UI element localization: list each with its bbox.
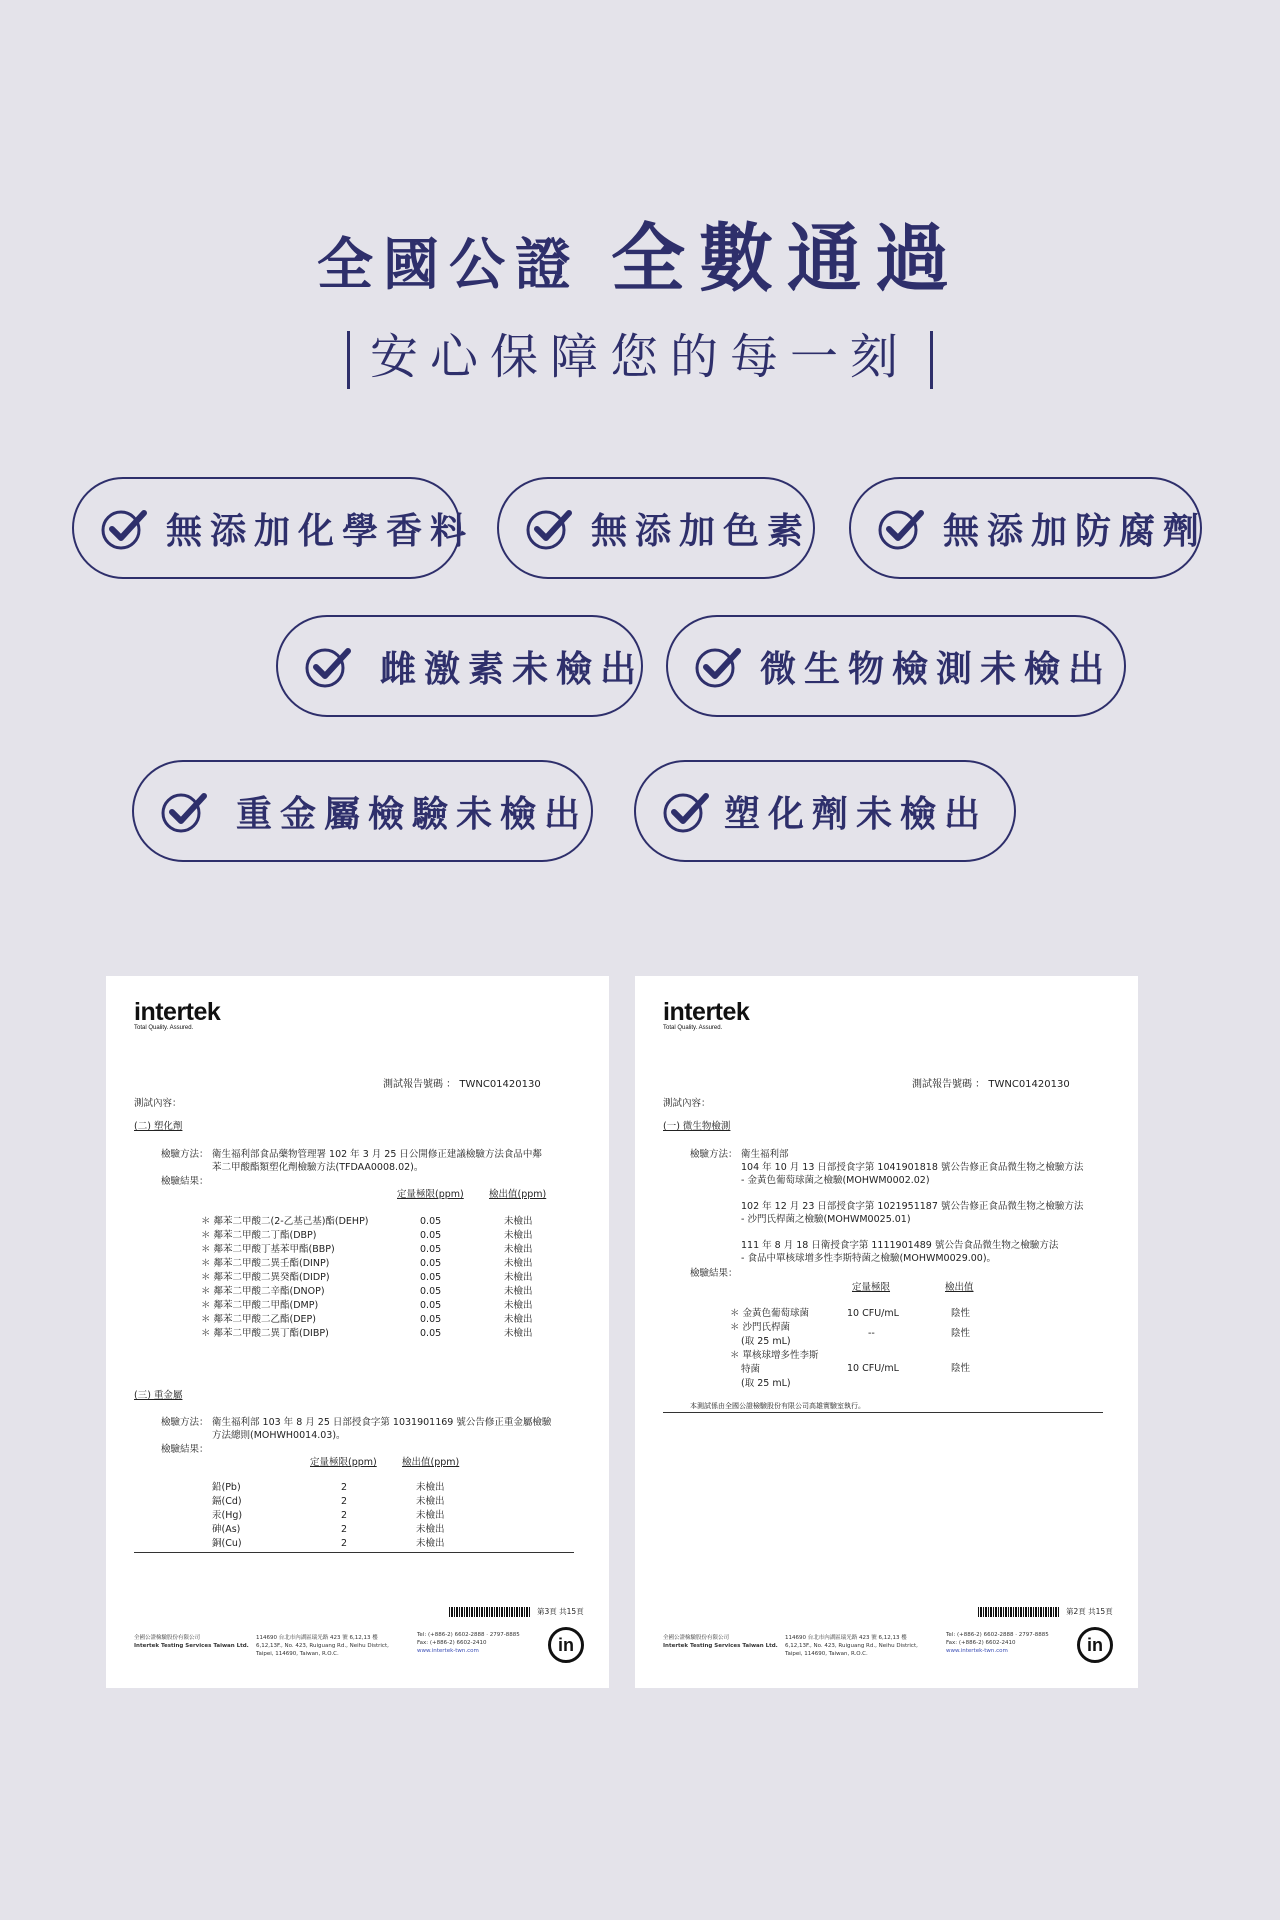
col-limit: 定量極限(ppm) bbox=[397, 1189, 464, 1200]
table-row-value: 未檢出 bbox=[416, 1496, 445, 1507]
intertek-logo bbox=[134, 998, 220, 1031]
badge-microbe bbox=[666, 615, 1126, 717]
page-number: 第3頁 共15頁 bbox=[537, 1607, 584, 1616]
method-text: - 沙門氏桿菌之檢驗(MOHWM0025.01) bbox=[741, 1214, 911, 1225]
table-row-name: 鎘(Cd) bbox=[212, 1496, 242, 1507]
footer-address: 114690 台北市內湖區瑞光路 423 號 6,12,13 樓 bbox=[785, 1635, 907, 1641]
method-text: 方法總則(MOHWH0014.03)。 bbox=[212, 1430, 346, 1441]
hero-title bbox=[0, 200, 1280, 306]
table-row-name: ＊ 鄰苯二甲酸二異壬酯(DINP) bbox=[201, 1258, 330, 1269]
badge-estrogen bbox=[276, 615, 643, 717]
check-icon bbox=[521, 501, 575, 555]
table-row-name: ＊ 鄰苯二甲酸丁基苯甲酯(BBP) bbox=[201, 1244, 335, 1255]
logo-word: intertek bbox=[663, 998, 750, 1026]
table-row-limit: 0.05 bbox=[420, 1300, 442, 1311]
footer-address: 114690 台北市內湖區瑞光路 423 號 6,12,13 樓 bbox=[256, 1635, 378, 1641]
table-row-limit: 2 bbox=[341, 1496, 348, 1507]
check-icon bbox=[156, 784, 210, 838]
result-label: 檢驗結果： bbox=[161, 1444, 209, 1455]
footer-website[interactable]: www.intertek-twn.com bbox=[417, 1648, 479, 1654]
table-row-limit: 2 bbox=[341, 1510, 348, 1521]
table-row-limit: 10 CFU/mL bbox=[847, 1308, 899, 1319]
badge-plasticizer bbox=[634, 760, 1016, 862]
badge-no-preservative bbox=[849, 477, 1208, 579]
method-text: - 食品中單核球增多性李斯特菌之檢驗(MOHWM0029.00)。 bbox=[741, 1253, 997, 1264]
table-row-value: 未檢出 bbox=[504, 1244, 533, 1255]
table-row-name: 銅(Cu) bbox=[212, 1538, 242, 1549]
table-row-limit: 0.05 bbox=[420, 1272, 442, 1283]
col-limit: 定量極限 bbox=[852, 1282, 891, 1293]
table-row-limit: 2 bbox=[341, 1482, 348, 1493]
method-text: 苯二甲酸酯類塑化劑檢驗方法(TFDAA0008.02)。 bbox=[212, 1162, 424, 1173]
footer-address: 6,12,13F., No. 423, Ruiguang Rd., Neihu District, bbox=[256, 1643, 389, 1649]
table-row-value: 未檢出 bbox=[416, 1482, 445, 1493]
footer-company-en: Intertek Testing Services Taiwan Ltd. bbox=[663, 1643, 778, 1649]
table-row-value: 未檢出 bbox=[504, 1272, 533, 1283]
barcode bbox=[978, 1607, 1060, 1617]
hero-title-part2: 全數通過 bbox=[611, 216, 963, 302]
table-row-limit: 0.05 bbox=[420, 1216, 442, 1227]
check-icon bbox=[96, 501, 150, 555]
badge-label: 雌激素未檢出 bbox=[380, 648, 645, 690]
table-row-value: 未檢出 bbox=[504, 1328, 533, 1339]
method-label: 檢驗方法： bbox=[161, 1149, 209, 1160]
badge-label: 無添加色素 bbox=[591, 510, 812, 552]
hero-subtitle bbox=[0, 318, 1280, 389]
table-row-name: ＊ 鄰苯二甲酸二乙酯(DEP) bbox=[201, 1314, 316, 1325]
table-row-value: 未檢出 bbox=[416, 1524, 445, 1535]
table-row-limit: -- bbox=[868, 1328, 875, 1339]
result-label: 檢驗結果： bbox=[161, 1176, 209, 1187]
badge-label: 無添加防腐劑 bbox=[943, 510, 1208, 552]
check-icon bbox=[300, 639, 354, 693]
hero-title-part1: 全國公證 bbox=[317, 233, 581, 298]
footer-company-cn: 全國公證檢驗股份有限公司 bbox=[134, 1635, 201, 1641]
intertek-logo bbox=[663, 998, 749, 1031]
footer-company-cn: 全國公證檢驗股份有限公司 bbox=[663, 1635, 730, 1641]
table-row-limit: 0.05 bbox=[420, 1230, 442, 1241]
table-row-limit: 0.05 bbox=[420, 1314, 442, 1325]
method-text: 衛生福利部食品藥物管理署 102 年 3 月 25 日公開修正建議檢驗方法食品中鄰 bbox=[212, 1149, 542, 1160]
col-limit: 定量極限(ppm) bbox=[310, 1457, 377, 1468]
badge-no-color bbox=[497, 477, 815, 579]
table-row-value: 陰性 bbox=[951, 1308, 971, 1319]
lab-note: 本測試係由全國公證檢驗股份有限公司高雄實驗室執行。 bbox=[690, 1402, 865, 1410]
content-label: 測試內容： bbox=[134, 1098, 182, 1109]
footer-fax: Fax: (+886-2) 6602-2410 bbox=[417, 1640, 487, 1646]
table-row-value: 未檢出 bbox=[504, 1216, 533, 1227]
table-row-limit: 2 bbox=[341, 1524, 348, 1535]
footer-address: Taipei, 114690, Taiwan, R.O.C. bbox=[256, 1651, 339, 1657]
footer-tel: Tel: (+886-2) 6602-2888 · 2797-8885 bbox=[417, 1632, 520, 1638]
badge-label: 無添加化學香料 bbox=[166, 510, 475, 552]
section-title: (三) 重金屬 bbox=[134, 1390, 183, 1401]
content-label: 測試內容： bbox=[663, 1098, 711, 1109]
table-row-name: 鉛(Pb) bbox=[212, 1482, 241, 1493]
method-text: 102 年 12 月 23 日部授食字第 1021951187 號公告修正食品微生物之檢驗方法 bbox=[741, 1201, 1084, 1212]
footer-company-en: Intertek Testing Services Taiwan Ltd. bbox=[134, 1643, 249, 1649]
footer-address: Taipei, 114690, Taiwan, R.O.C. bbox=[785, 1651, 868, 1657]
footer-website[interactable]: www.intertek-twn.com bbox=[946, 1648, 1008, 1654]
table-row-limit: 2 bbox=[341, 1538, 348, 1549]
table-row-value: 陰性 bbox=[951, 1363, 971, 1374]
table-row-value: 未檢出 bbox=[504, 1314, 533, 1325]
table-row-value: 未檢出 bbox=[416, 1538, 445, 1549]
table-row-limit: 10 CFU/mL bbox=[847, 1363, 899, 1374]
report-number: 測試報告號碼 ： TWNC01420130 bbox=[383, 1079, 541, 1090]
badge-label: 重金屬檢驗未檢出 bbox=[236, 793, 589, 835]
check-icon bbox=[873, 501, 927, 555]
table-row-name: ＊ 鄰苯二甲酸二異癸酯(DIDP) bbox=[201, 1272, 330, 1283]
test-report-page-3 bbox=[106, 976, 609, 1688]
footer-address: 6,12,13F., No. 423, Ruiguang Rd., Neihu District, bbox=[785, 1643, 918, 1649]
table-row-name: 汞(Hg) bbox=[212, 1510, 243, 1521]
report-number: 測試報告號碼 ： TWNC01420130 bbox=[912, 1079, 1070, 1090]
table-row-name: ＊ 金黃色葡萄球菌 bbox=[730, 1308, 810, 1319]
intertek-seal-icon: in bbox=[548, 1627, 584, 1663]
logo-word: intertek bbox=[134, 998, 221, 1026]
page-number: 第2頁 共15頁 bbox=[1066, 1607, 1113, 1616]
footer-tel: Tel: (+886-2) 6602-2888 · 2797-8885 bbox=[946, 1632, 1049, 1638]
table-row-value: 未檢出 bbox=[416, 1510, 445, 1521]
logo-tagline: Total Quality. Assured. bbox=[663, 1025, 723, 1031]
table-row-value: 未檢出 bbox=[504, 1286, 533, 1297]
footer-fax: Fax: (+886-2) 6602-2410 bbox=[946, 1640, 1016, 1646]
method-text: 104 年 10 月 13 日部授食字第 1041901818 號公告修正食品微生物之檢驗方法 bbox=[741, 1162, 1084, 1173]
divider bbox=[134, 1552, 574, 1553]
table-row-name: 特菌 bbox=[741, 1364, 761, 1375]
table-row-value: 未檢出 bbox=[504, 1300, 533, 1311]
table-row-limit: 0.05 bbox=[420, 1258, 442, 1269]
badge-no-flavor bbox=[72, 477, 475, 579]
check-icon bbox=[690, 639, 744, 693]
method-label: 檢驗方法： bbox=[690, 1149, 738, 1160]
table-row-value: 陰性 bbox=[951, 1328, 971, 1339]
result-label: 檢驗結果： bbox=[690, 1268, 738, 1279]
method-text: 衛生福利部 bbox=[741, 1149, 789, 1160]
logo-tagline: Total Quality. Assured. bbox=[134, 1025, 194, 1031]
table-row-limit: 0.05 bbox=[420, 1328, 442, 1339]
table-row-sub: (取 25 mL) bbox=[741, 1378, 791, 1389]
intertek-seal-icon: in bbox=[1077, 1627, 1113, 1663]
subtitle-right-bar bbox=[930, 331, 933, 389]
table-row-value: 未檢出 bbox=[504, 1258, 533, 1269]
table-row-name: ＊ 單核球增多性李斯 bbox=[730, 1350, 819, 1361]
table-row-name: ＊ 鄰苯二甲酸二丁酯(DBP) bbox=[201, 1230, 317, 1241]
table-row-limit: 0.05 bbox=[420, 1244, 442, 1255]
badge-heavy-metal bbox=[132, 760, 593, 862]
divider bbox=[663, 1412, 1103, 1413]
barcode bbox=[449, 1607, 531, 1617]
subtitle-left-bar bbox=[347, 331, 350, 389]
test-report-page-2 bbox=[635, 976, 1138, 1688]
section-title: (一) 微生物檢測 bbox=[663, 1121, 731, 1132]
col-value: 檢出值 bbox=[945, 1282, 974, 1293]
check-icon bbox=[658, 784, 712, 838]
table-row-sub: (取 25 mL) bbox=[741, 1336, 791, 1347]
col-value: 檢出值(ppm) bbox=[402, 1457, 460, 1468]
table-row-name: 砷(As) bbox=[212, 1524, 241, 1535]
table-row-value: 未檢出 bbox=[504, 1230, 533, 1241]
section-title: (二) 塑化劑 bbox=[134, 1121, 183, 1132]
table-row-limit: 0.05 bbox=[420, 1286, 442, 1297]
table-row-name: ＊ 鄰苯二甲酸二異丁酯(DIBP) bbox=[201, 1328, 329, 1339]
table-row-name: ＊ 鄰苯二甲酸二甲酯(DMP) bbox=[201, 1300, 319, 1311]
badge-label: 塑化劑未檢出 bbox=[724, 793, 989, 835]
method-label: 檢驗方法： bbox=[161, 1417, 209, 1428]
table-row-name: ＊ 鄰苯二甲酸二辛酯(DNOP) bbox=[201, 1286, 325, 1297]
table-row-name: ＊ 沙門氏桿菌 bbox=[730, 1322, 791, 1333]
method-text: 111 年 8 月 18 日衛授食字第 1111901489 號公告食品微生物之檢驗方法 bbox=[741, 1240, 1059, 1251]
table-row-name: ＊ 鄰苯二甲酸二(2-乙基己基)酯(DEHP) bbox=[201, 1216, 369, 1227]
badge-label: 微生物檢測未檢出 bbox=[760, 648, 1113, 690]
hero-subtitle-text: 安心保障您的每一刻 bbox=[369, 329, 910, 385]
col-value: 檢出值(ppm) bbox=[489, 1189, 547, 1200]
method-text: - 金黃色葡萄球菌之檢驗(MOHWM0002.02) bbox=[741, 1175, 930, 1186]
method-text: 衛生福利部 103 年 8 月 25 日部授食字第 1031901169 號公告修正重金屬檢驗 bbox=[212, 1417, 552, 1428]
